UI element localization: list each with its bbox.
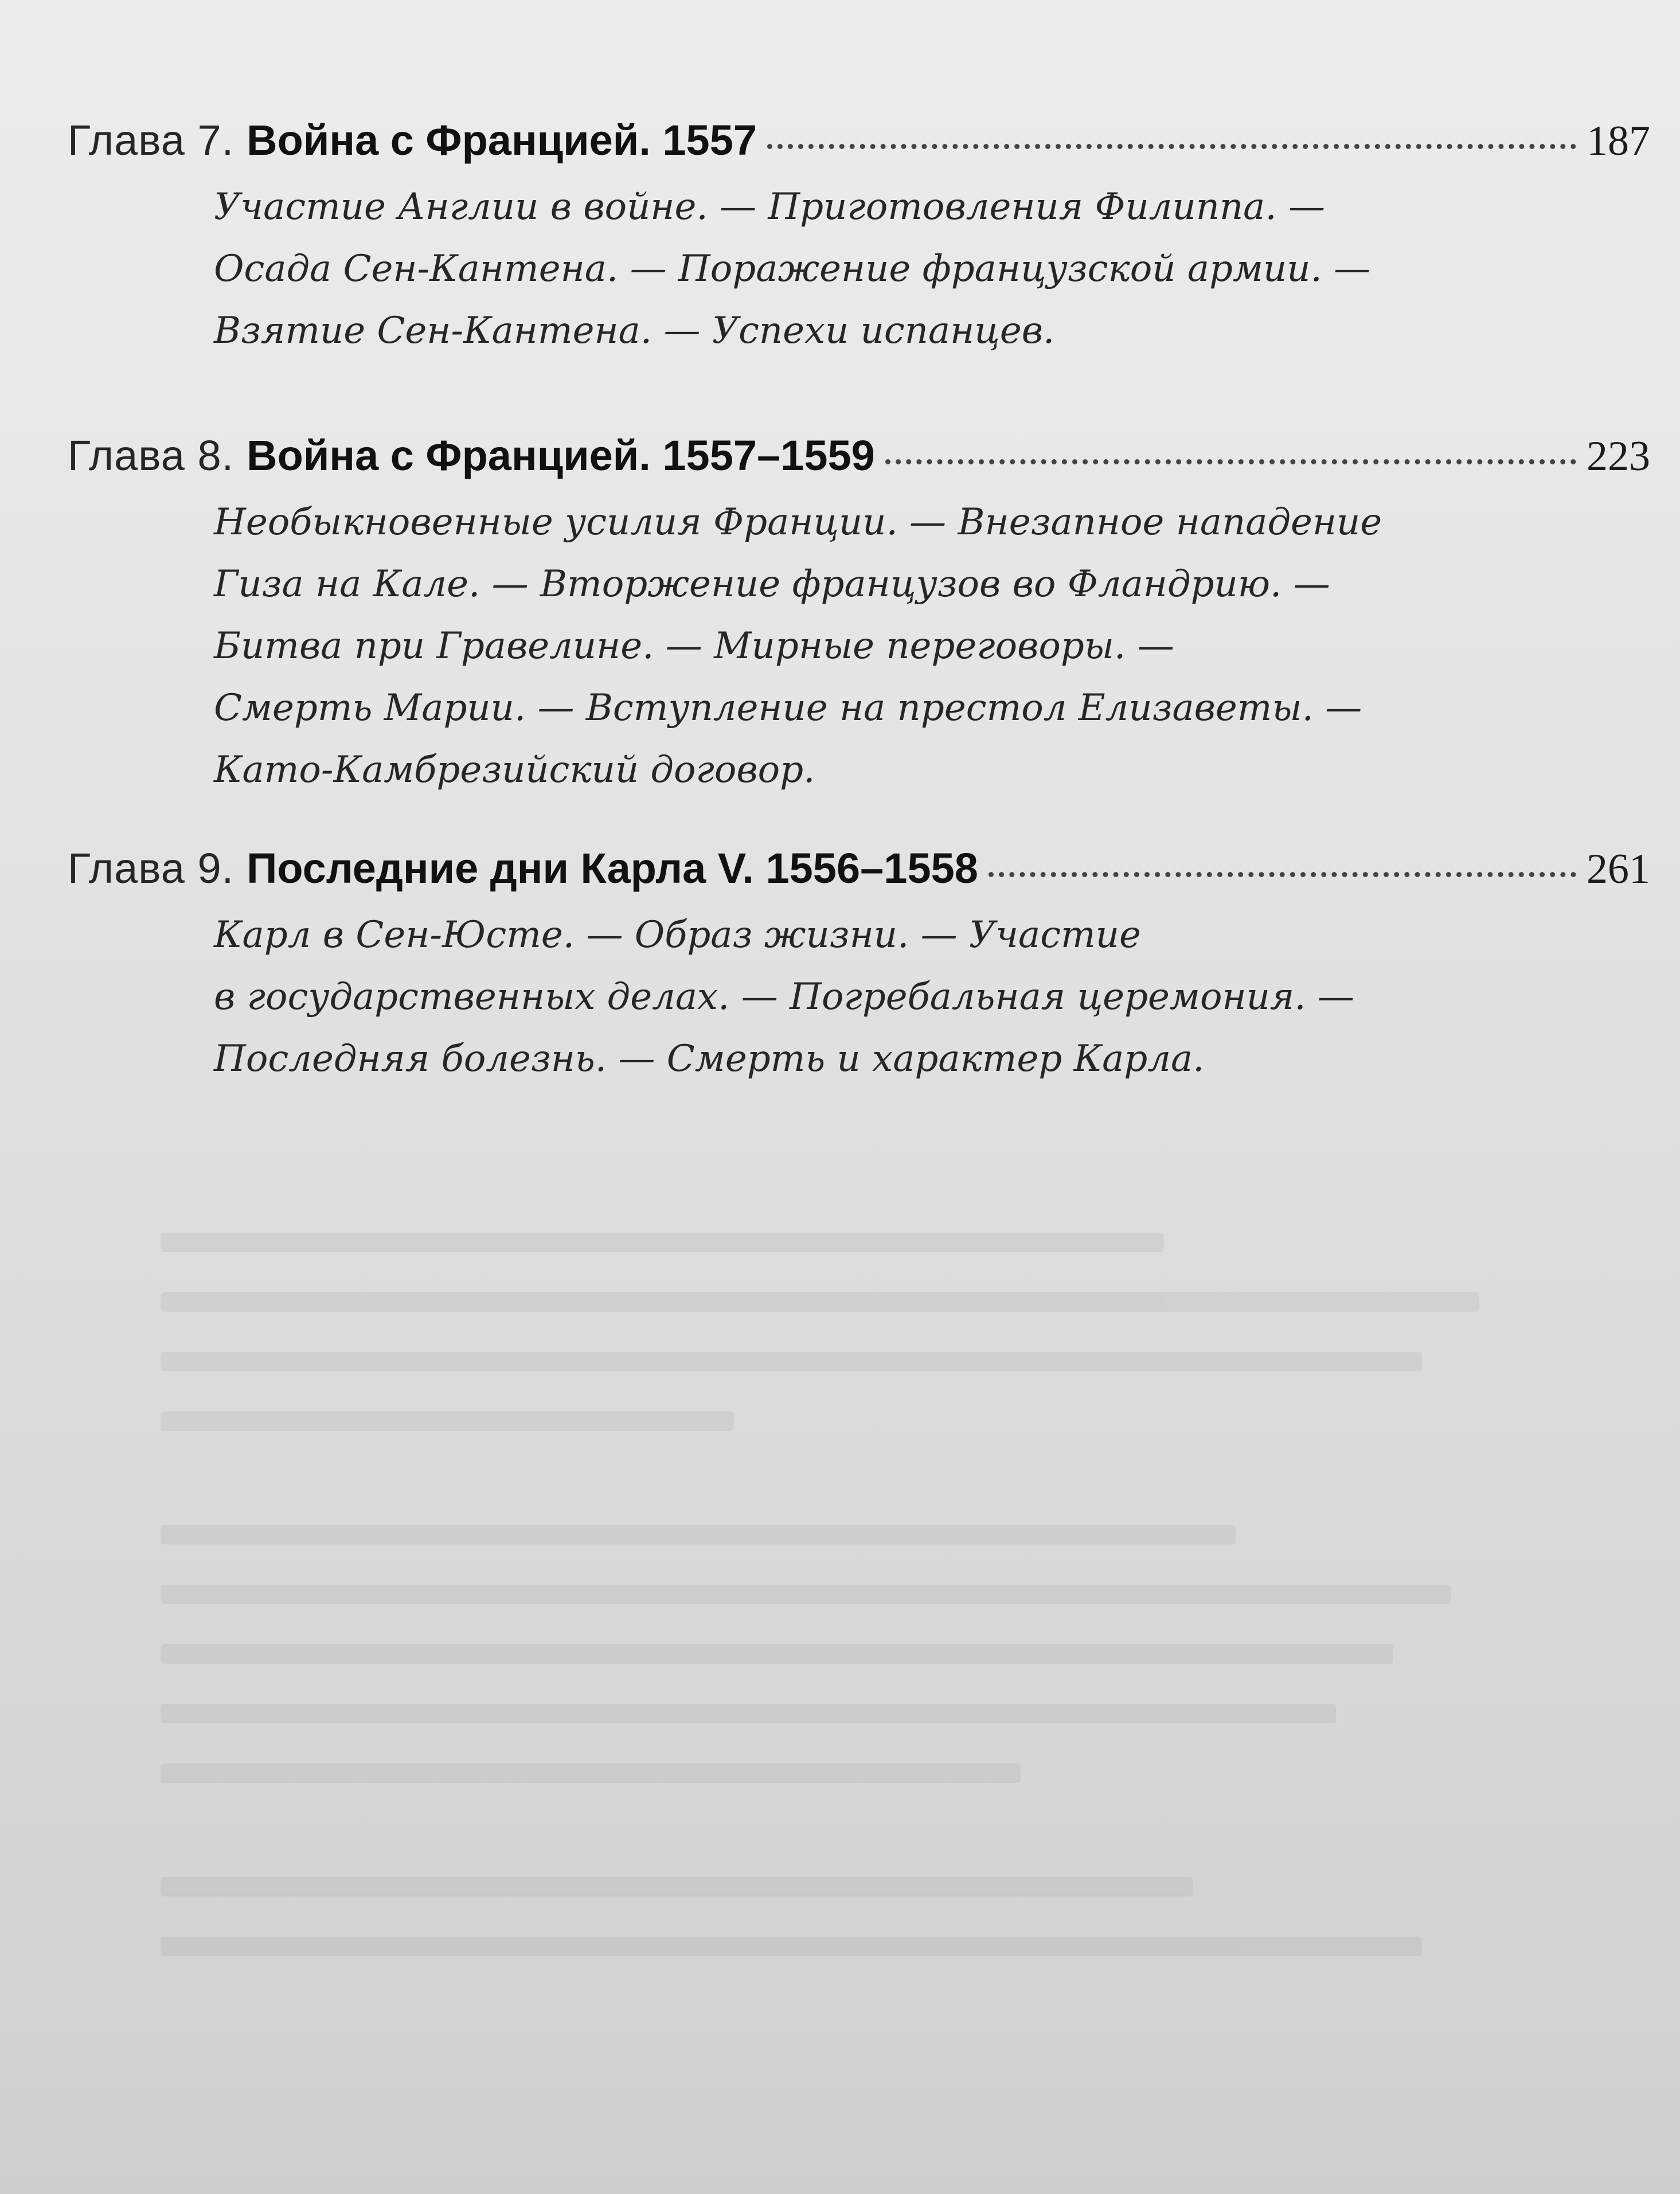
dot-leader: [767, 144, 1576, 149]
bleed-line: [161, 1704, 1336, 1723]
bleed-line: [161, 1352, 1422, 1371]
dot-leader: [989, 872, 1576, 877]
description-line: Смерть Марии. — Вступление на престол Елизаветы. —: [214, 687, 1362, 729]
toc-heading-line: [68, 837, 1650, 901]
description-line: Взятие Сен-Кантена. — Успехи испанцев.: [214, 310, 1055, 352]
page-number: 261: [1587, 846, 1650, 893]
description-line: Участие Англии в войне. — Приготовления Филиппа. —: [214, 186, 1325, 228]
page-number: 187: [1587, 118, 1650, 165]
description-line: Осада Сен-Кантена. — Поражение французской армии. —: [214, 248, 1371, 290]
chapter-description: [214, 491, 1650, 801]
description-line: Необыкновенные усилия Франции. — Внезапное нападение: [214, 501, 1382, 543]
chapter-label: Глава 9.: [68, 844, 235, 892]
bleed-line: [161, 1763, 1021, 1783]
description-line: в государственных делах. — Погребальная церемония. —: [214, 976, 1354, 1018]
dot-leader: [885, 459, 1576, 464]
chapter-title: Война с Францией. 1557: [247, 116, 757, 164]
bleed-line: [161, 1411, 734, 1431]
chapter-label: Глава 8.: [68, 432, 235, 479]
chapter-description: [214, 904, 1650, 1090]
toc-heading-line: [68, 424, 1650, 488]
chapter-title: Последние дни Карла V. 1556–1558: [247, 844, 978, 892]
bleed-line: [161, 1937, 1422, 1956]
toc-heading-line: [68, 109, 1650, 173]
description-line: Гиза на Кале. — Вторжение французов во Фландрию. —: [214, 563, 1330, 605]
toc-entry-chapter-7: [68, 109, 1650, 362]
description-line: Като-Камбрезийский договор.: [214, 749, 815, 791]
page-number: 223: [1587, 433, 1650, 480]
bleed-line: [161, 1877, 1193, 1896]
description-line: Битва при Гравелине. — Мирные переговоры. —: [214, 625, 1174, 667]
chapter-description: [214, 176, 1650, 362]
bleed-line: [161, 1585, 1451, 1604]
description-line: Последняя болезнь. — Смерть и характер Карла.: [214, 1038, 1205, 1080]
bleed-line: [161, 1233, 1164, 1252]
toc-entry-chapter-9: [68, 837, 1650, 1090]
bleed-line: [161, 1292, 1479, 1312]
chapter-label: Глава 7.: [68, 116, 235, 164]
chapter-title: Война с Францией. 1557–1559: [247, 432, 875, 479]
bleed-line: [161, 1525, 1236, 1544]
description-line: Карл в Сен-Юсте. — Образ жизни. — Участие: [214, 914, 1141, 956]
bleed-line: [161, 1644, 1393, 1664]
reverse-side-bleed-through: [161, 1233, 1594, 2150]
toc-entry-chapter-8: [68, 424, 1650, 801]
